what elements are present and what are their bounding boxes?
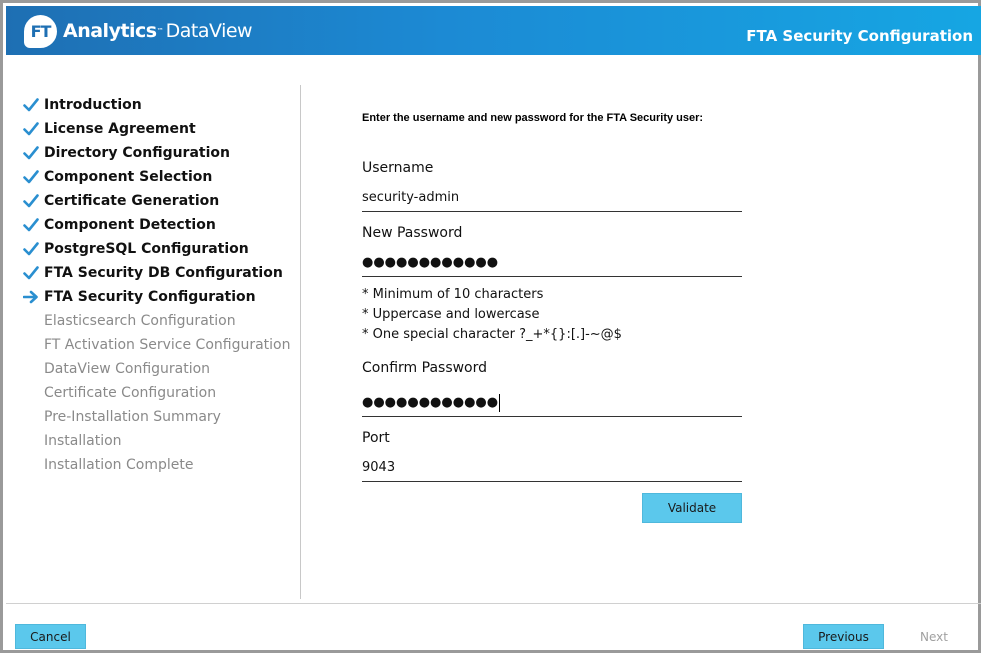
wizard-step-directory-configuration bbox=[23, 141, 293, 165]
text-caret bbox=[499, 394, 500, 412]
checkmark-icon bbox=[23, 239, 44, 259]
logo-analytics-text: Analytics bbox=[63, 20, 157, 42]
previous-button[interactable]: Previous bbox=[803, 624, 884, 649]
wizard-step-certificate-configuration bbox=[23, 381, 293, 405]
vertical-divider bbox=[300, 85, 301, 599]
port-input[interactable] bbox=[362, 454, 742, 482]
password-rules bbox=[362, 285, 622, 345]
wizard-step-label: Installation Complete bbox=[44, 457, 194, 473]
ft-logo-badge: FT bbox=[24, 15, 57, 48]
wizard-step-label: Certificate Configuration bbox=[44, 385, 217, 401]
wizard-step-label: FTA Security DB Configuration bbox=[44, 265, 283, 281]
step-spacer bbox=[23, 335, 44, 355]
wizard-step-elasticsearch-configuration bbox=[23, 309, 293, 333]
wizard-step-label: DataView Configuration bbox=[44, 361, 211, 377]
step-spacer bbox=[23, 383, 44, 403]
wizard-step-fta-security-db-configuration bbox=[23, 261, 293, 285]
wizard-step-label: Component Detection bbox=[44, 217, 216, 233]
confirm-password-input[interactable] bbox=[362, 389, 742, 417]
username-input[interactable] bbox=[362, 184, 742, 212]
checkmark-icon bbox=[23, 263, 44, 283]
wizard-step-fta-security-configuration bbox=[23, 285, 293, 309]
checkmark-icon bbox=[23, 167, 44, 187]
wizard-step-license-agreement bbox=[23, 117, 293, 141]
arrow-right-icon bbox=[23, 287, 44, 307]
step-spacer bbox=[23, 431, 44, 451]
wizard-step-postgresql-configuration bbox=[23, 237, 293, 261]
footer-divider bbox=[6, 603, 981, 604]
wizard-step-component-detection bbox=[23, 213, 293, 237]
wizard-step-label: Component Selection bbox=[44, 169, 213, 185]
confirm-password-value: ●●●●●●●●●●●● bbox=[362, 395, 499, 410]
wizard-step-component-selection bbox=[23, 165, 293, 189]
wizard-step-pre-installation-summary bbox=[23, 405, 293, 429]
password-rule: * Minimum of 10 characters bbox=[362, 287, 544, 302]
wizard-step-label: Pre-Installation Summary bbox=[44, 409, 221, 425]
wizard-step-label: Installation bbox=[44, 433, 122, 449]
wizard-step-label: FTA Security Configuration bbox=[44, 289, 256, 305]
step-spacer bbox=[23, 407, 44, 427]
wizard-step-label: PostgreSQL Configuration bbox=[44, 241, 249, 257]
wizard-step-label: Directory Configuration bbox=[44, 145, 230, 161]
username-label: Username bbox=[362, 160, 434, 176]
step-spacer bbox=[23, 359, 44, 379]
wizard-step-installation bbox=[23, 429, 293, 453]
new-password-input[interactable]: ●●●●●●●●●●●● bbox=[362, 249, 742, 277]
app-logo bbox=[24, 13, 252, 49]
step-spacer bbox=[23, 311, 44, 331]
step-spacer bbox=[23, 455, 44, 475]
validate-button[interactable]: Validate bbox=[642, 493, 742, 523]
checkmark-icon bbox=[23, 119, 44, 139]
logo-trademark: ™ bbox=[156, 27, 164, 35]
checkmark-icon bbox=[23, 95, 44, 115]
wizard-step-label: Introduction bbox=[44, 97, 142, 113]
wizard-step-ft-activation-service-configuration bbox=[23, 333, 293, 357]
wizard-step-list bbox=[23, 93, 293, 477]
logo-dataview-text: DataView bbox=[165, 20, 253, 42]
wizard-step-dataview-configuration bbox=[23, 357, 293, 381]
cancel-button[interactable]: Cancel bbox=[15, 624, 86, 649]
confirm-password-label: Confirm Password bbox=[362, 360, 488, 376]
next-button[interactable]: Next bbox=[920, 629, 948, 644]
checkmark-icon bbox=[23, 143, 44, 163]
new-password-label: New Password bbox=[362, 225, 463, 241]
password-rule: * Uppercase and lowercase bbox=[362, 307, 540, 322]
header-bar bbox=[6, 6, 981, 55]
checkmark-icon bbox=[23, 191, 44, 211]
wizard-step-label: Certificate Generation bbox=[44, 193, 220, 209]
password-rule: * One special character ?_+*{}:[.]-~@$ bbox=[362, 327, 622, 342]
form-instruction: Enter the username and new password for the FTA Security user: bbox=[362, 112, 704, 124]
wizard-step-installation-complete bbox=[23, 453, 293, 477]
page-title: FTA Security Configuration bbox=[746, 27, 973, 45]
wizard-step-certificate-generation bbox=[23, 189, 293, 213]
wizard-step-introduction bbox=[23, 93, 293, 117]
wizard-step-label: Elasticsearch Configuration bbox=[44, 313, 236, 329]
wizard-step-label: License Agreement bbox=[44, 121, 196, 137]
checkmark-icon bbox=[23, 215, 44, 235]
port-label: Port bbox=[362, 430, 390, 446]
wizard-step-label: FT Activation Service Configuration bbox=[44, 337, 291, 353]
